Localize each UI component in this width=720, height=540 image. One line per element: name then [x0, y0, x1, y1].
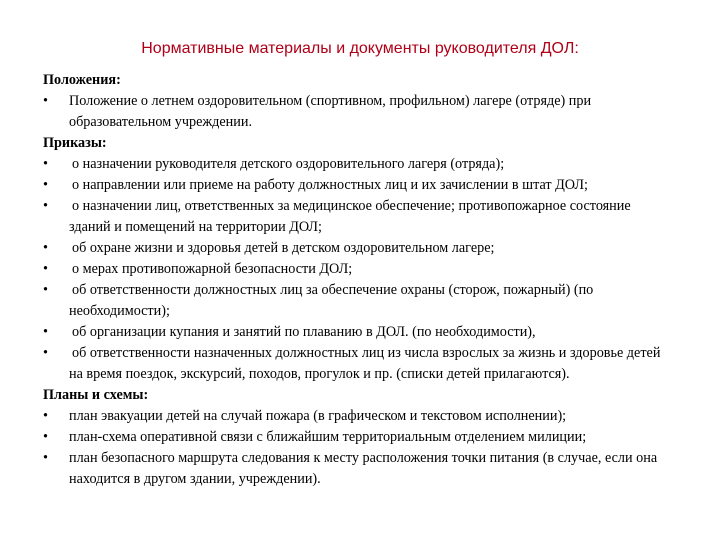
list-item — [43, 196, 673, 238]
list-item — [43, 427, 673, 448]
list-item-text: о направлении или приеме на работу должностных лиц и их зачислении в штат ДОЛ; — [72, 177, 588, 193]
list-item — [43, 406, 673, 427]
list-item-text: Положение о летнем оздоровительном (спортивном, профильном) лагере (отряде) при образовательном учреждении. — [69, 93, 592, 130]
plans-list — [43, 406, 673, 490]
bullet-icon: • — [43, 93, 48, 109]
list-item — [43, 154, 673, 175]
list-item — [43, 175, 673, 196]
bullet-icon: • — [43, 345, 48, 361]
bullet-icon: • — [43, 261, 48, 277]
list-item-text: об охране жизни и здоровья детей в детском оздоровительном лагере; — [72, 240, 495, 256]
orders-list — [43, 154, 673, 385]
bullet-icon: • — [43, 429, 48, 445]
list-item-text: об ответственности назначенных должностных лиц из числа взрослых за жизнь и здоровье детей на время поездок, экскурсий, походов, прогулок и пр. (списки детей прилагаются). — [69, 345, 661, 382]
slide-title: Нормативные материалы и документы руководителя ДОЛ: — [141, 40, 579, 57]
list-item-text: о назначении лиц, ответственных за медицинское обеспечение; противопожарное состояние зданий и помещений на территории ДОЛ; — [69, 198, 631, 235]
list-item — [43, 280, 673, 322]
list-item-text: план-схема оперативной связи с ближайшим территориальным отделением милиции; — [69, 429, 587, 445]
list-item — [43, 322, 673, 343]
document-body — [43, 70, 673, 490]
list-item-text: об ответственности должностных лиц за обеспечение охраны (сторож, пожарный) (по необходимости); — [69, 282, 594, 319]
regulations-list — [43, 91, 673, 133]
bullet-icon: • — [43, 324, 48, 340]
bullet-icon: • — [43, 240, 48, 256]
list-item — [43, 259, 673, 280]
section-heading-regulations: Положения: — [43, 72, 121, 88]
list-item — [43, 238, 673, 259]
bullet-icon: • — [43, 177, 48, 193]
bullet-icon: • — [43, 450, 48, 466]
bullet-icon: • — [43, 282, 48, 298]
bullet-icon: • — [43, 156, 48, 172]
list-item-text: план безопасного маршрута следования к месту расположения точки питания (в случае, если она находится в другом здании, учреждении). — [69, 450, 658, 487]
list-item-text: об организации купания и занятий по плаванию в ДОЛ. (по необходимости), — [72, 324, 536, 340]
section-heading-plans: Планы и схемы: — [43, 387, 149, 403]
list-item-text: о мерах противопожарной безопасности ДОЛ; — [72, 261, 353, 277]
bullet-icon: • — [43, 408, 48, 424]
list-item-text: план эвакуации детей на случай пожара (в графическом и текстовом исполнении); — [69, 408, 567, 424]
bullet-icon: • — [43, 198, 48, 214]
section-heading-orders: Приказы: — [43, 135, 107, 151]
list-item — [43, 343, 673, 385]
list-item-text: о назначении руководителя детского оздоровительного лагеря (отряда); — [72, 156, 505, 172]
list-item — [43, 448, 673, 490]
list-item — [43, 91, 673, 133]
